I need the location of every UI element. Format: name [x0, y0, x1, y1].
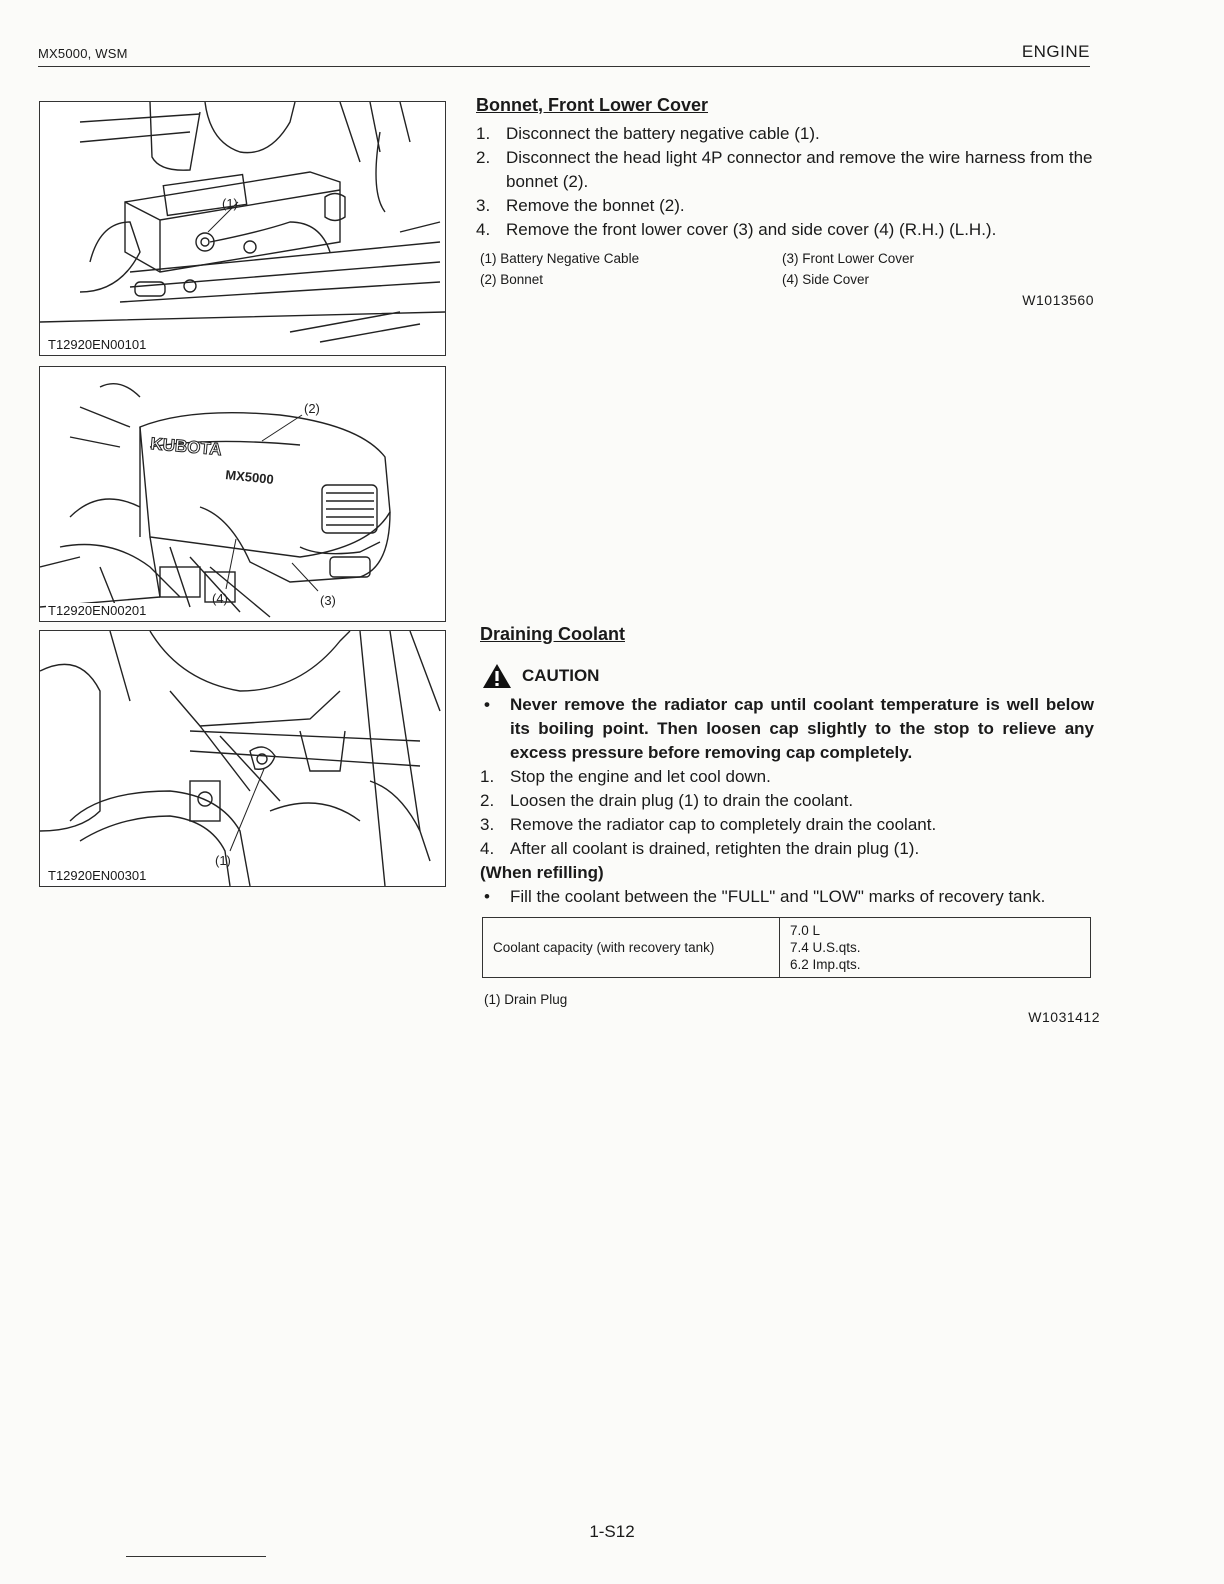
warning-triangle-icon — [482, 663, 512, 689]
capacity-imp-quarts: 6.2 Imp.qts. — [790, 957, 861, 972]
bonnet-reference-code: W1013560 — [1022, 292, 1094, 308]
legend-item: (2) Bonnet — [480, 272, 544, 287]
coolant-legend: (1) Drain Plug — [484, 992, 568, 1007]
figure-code: T12920EN00301 — [48, 868, 147, 883]
caution-header — [476, 663, 1094, 689]
legend-item: (3) Front Lower Cover — [782, 251, 915, 266]
legend-item: (1) Battery Negative Cable — [480, 251, 640, 266]
figure-battery — [39, 101, 446, 356]
capacity-liters: 7.0 L — [790, 923, 821, 938]
refill-heading: (When refilling) — [480, 863, 604, 882]
bonnet-section — [476, 95, 1094, 308]
bonnet-callout: (2) — [304, 401, 320, 416]
capacity-us-quarts: 7.4 U.S.qts. — [790, 940, 861, 955]
coolant-capacity-table — [482, 917, 1091, 978]
coolant-section-title: Draining Coolant — [480, 624, 625, 644]
front-lower-cover-callout: (3) — [320, 593, 336, 608]
figure-bonnet — [39, 366, 446, 622]
drain-plug-illustration — [40, 631, 445, 886]
bonnet-illustration — [40, 367, 445, 621]
caution-text: • Never remove the radiator cap until coolant temperature is well below its boiling point. Then loosen cap slightly to the stop to relieve any excess pressure before removing cap completely. — [484, 695, 1094, 762]
step-item: 3. Remove the radiator cap to completely drain the coolant. — [480, 815, 937, 834]
coolant-steps — [476, 765, 1094, 861]
bonnet-steps — [476, 122, 1094, 242]
figure-drain-plug — [39, 630, 446, 887]
coolant-reference-code: W1031412 — [1028, 1009, 1100, 1025]
step-item: 4. After all coolant is drained, retighten the drain plug (1). — [480, 839, 920, 858]
capacity-label: Coolant capacity (with recovery tank) — [483, 918, 780, 978]
figure-code: T12920EN00101 — [48, 337, 147, 352]
battery-illustration — [40, 102, 445, 355]
chapter-title: ENGINE — [1021, 42, 1090, 61]
manual-title: MX5000, WSM — [38, 46, 128, 61]
step-item: 2. Loosen the drain plug (1) to drain the coolant. — [480, 791, 854, 810]
model-label: MX5000 — [224, 467, 275, 488]
step-item: 3. Remove the bonnet (2). — [476, 196, 685, 215]
coolant-section — [476, 624, 1100, 1025]
step-item: 1. Disconnect the battery negative cable (1). — [476, 124, 820, 143]
caution-label: CAUTION — [522, 666, 600, 685]
step-item: 2. Disconnect the head light 4P connector and remove the wire harness from the bonnet (2). — [476, 148, 1093, 191]
footer-rule — [126, 1556, 266, 1557]
legend-item: (4) Side Cover — [782, 272, 870, 287]
figure-code: T12920EN00201 — [48, 603, 147, 618]
bullet: • — [484, 695, 490, 714]
step-item: 4. Remove the front lower cover (3) and side cover (4) (R.H.) (L.H.). — [476, 220, 997, 239]
table-row — [483, 918, 1091, 978]
bonnet-section-title: Bonnet, Front Lower Cover — [476, 95, 709, 115]
page-number: 1-S12 — [589, 1522, 635, 1541]
refill-text: • Fill the coolant between the "FULL" and "LOW" marks of recovery tank. — [476, 885, 1094, 909]
bonnet-legend — [476, 248, 1094, 290]
step-item: 1. Stop the engine and let cool down. — [480, 767, 771, 786]
battery-cable-callout: (1) — [222, 196, 238, 211]
capacity-values — [780, 918, 1091, 978]
brand-label: KUBOTA — [149, 434, 223, 460]
side-cover-callout: (4) — [212, 591, 228, 606]
bullet: • — [484, 887, 490, 906]
drain-plug-callout: (1) — [215, 853, 231, 868]
header-rule — [38, 66, 1090, 67]
